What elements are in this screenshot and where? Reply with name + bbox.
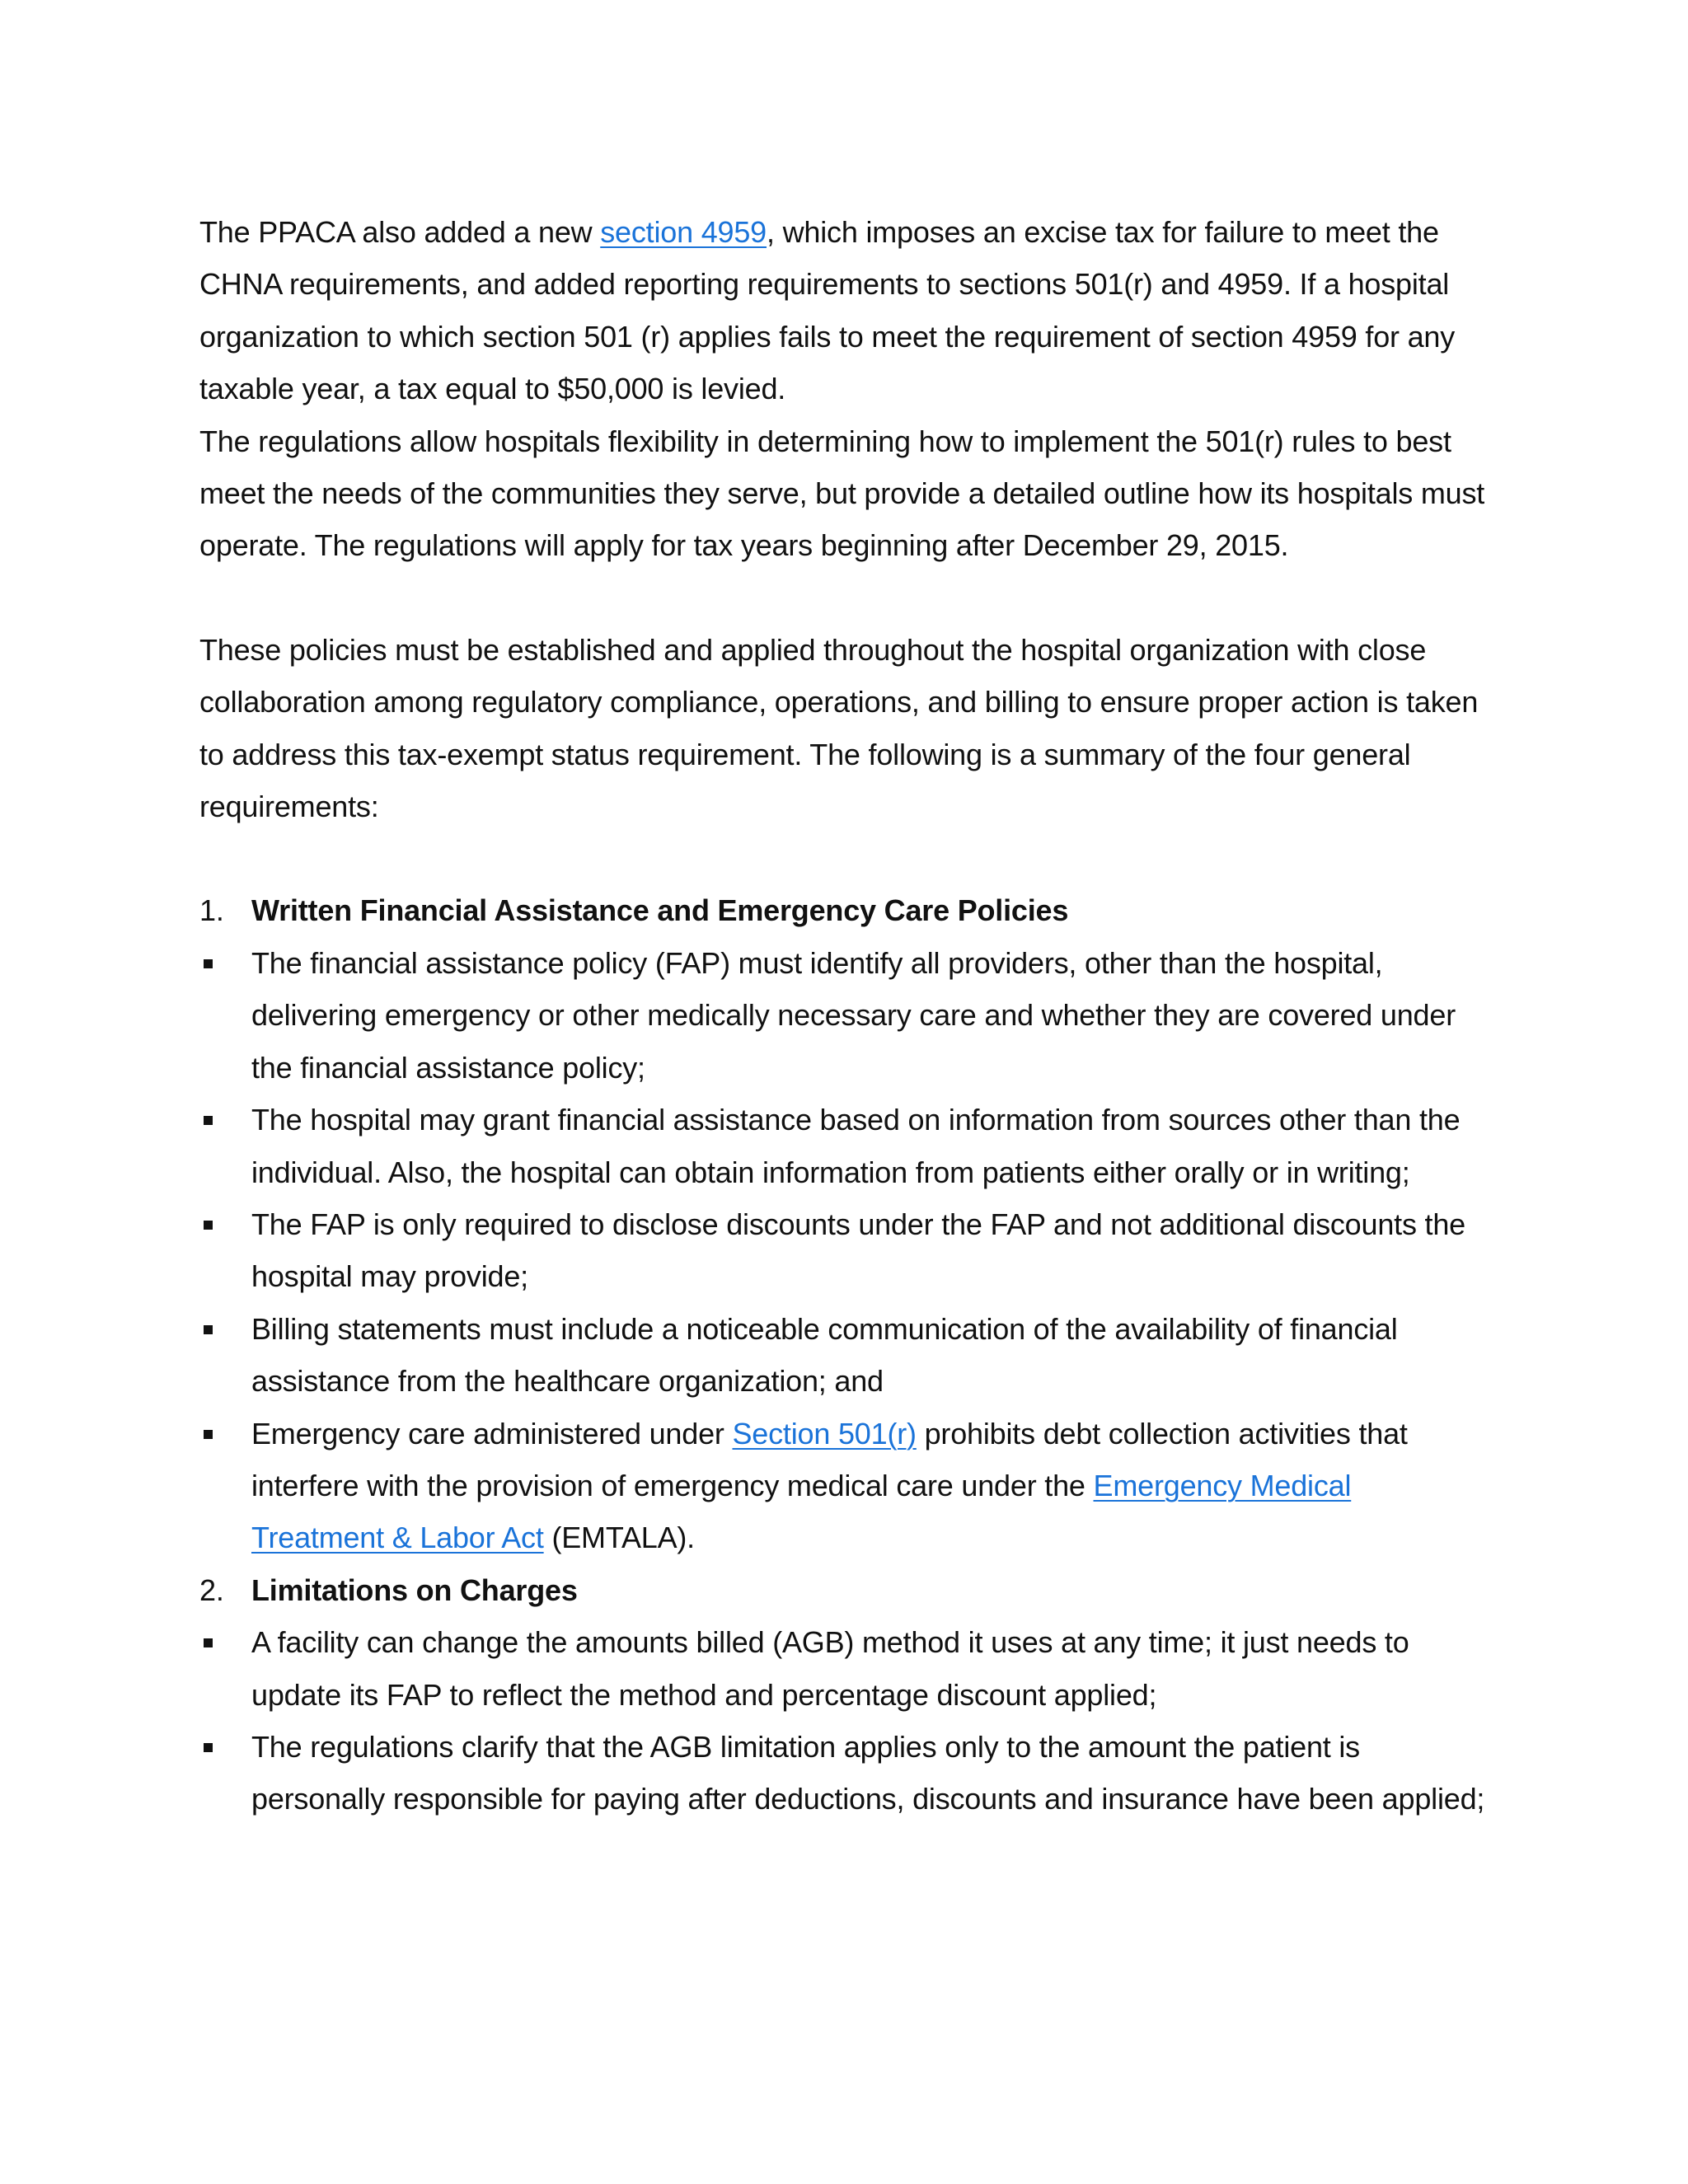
square-bullet-icon	[204, 959, 213, 968]
list-item-text: The hospital may grant financial assistance based on information from sources other than the individual. Also, the hospital can obtain information from patients either orally or in writing;	[251, 1103, 1461, 1189]
list-item-text-start: Emergency care administered under	[251, 1416, 733, 1451]
square-bullet-icon	[204, 1743, 213, 1752]
list-item-text-middle: prohibits debt collection activities that interfere with the provision of emergency medical care under the	[251, 1416, 1408, 1502]
square-bullet-icon	[204, 1638, 213, 1647]
paragraph-ppaca-text-end: , which imposes an excise tax for failure to meet the CHNA requirements, and added reporting requirements to sections 501(r) and 4959. If a hospital organization to which section 501 (r) applies fails to meet the requirement of section 4959 for any taxable year, a tax equal to $50,000 is levied.	[199, 215, 1456, 406]
section-2-number: 2.	[199, 1572, 224, 1607]
paragraph-spacer	[199, 572, 1485, 624]
list-item-text-end: (EMTALA).	[543, 1521, 695, 1555]
list-item-text: The regulations clarify that the AGB limitation applies only to the amount the patient is personally responsible for paying after deductions, discounts and insurance have been applied;	[251, 1729, 1485, 1816]
list-item	[199, 1094, 1485, 1198]
list-item-text: A facility can change the amounts billed (AGB) method it uses at any time; it just needs to update its FAP to reflect the method and percentage discount applied;	[251, 1625, 1409, 1712]
list-item-text: Billing statements must include a noticeable communication of the availability of financial assistance from the healthcare organization; and	[251, 1311, 1398, 1399]
list-item	[199, 1616, 1485, 1721]
paragraph-regulations: The regulations allow hospitals flexibility in determining how to implement the 501(r) rules to best meet the needs of the communities they serve, but provide a detailed outline how its hospitals must operate. The regulations will apply for tax years beginning after December 29, 2015.	[199, 424, 1485, 563]
list-item	[199, 1408, 1485, 1564]
list-item	[199, 1303, 1485, 1408]
paragraph-spacer	[199, 832, 1485, 884]
section-1-title: Written Financial Assistance and Emergency Care Policies	[251, 893, 1069, 928]
paragraph-policies: These policies must be established and applied throughout the hospital organization with close collaboration among regulatory compliance, operations, and billing to ensure proper action is taken to address this tax-exempt status requirement. The following is a summary of the four general requirements:	[199, 632, 1479, 824]
list-item	[199, 1198, 1485, 1303]
square-bullet-icon	[204, 1221, 213, 1230]
list-item	[199, 937, 1485, 1094]
list-item-text: The FAP is only required to disclose discounts under the FAP and not additional discounts the hospital may provide;	[251, 1207, 1465, 1294]
list-item	[199, 1721, 1485, 1825]
list-item-text	[251, 1417, 1408, 1555]
paragraph-ppaca-text-start: The PPACA also added a new	[199, 215, 601, 249]
square-bullet-icon	[204, 1325, 213, 1334]
emtala-link[interactable]: Emergency Medical Treatment & Labor Act	[251, 1468, 1352, 1555]
square-bullet-icon	[204, 1430, 213, 1439]
section-2-heading	[199, 1564, 1485, 1616]
paragraph-ppaca	[199, 206, 1485, 415]
list-item-text: The financial assistance policy (FAP) must identify all providers, other than the hospital, delivering emergency or other medically necessary care and whether they are covered under the financial assistance policy;	[251, 945, 1456, 1085]
section-1-number: 1.	[199, 893, 224, 928]
section-501r-link[interactable]: Section 501(r)	[732, 1416, 917, 1451]
section-4959-link[interactable]: section 4959	[600, 215, 767, 249]
section-2-title: Limitations on Charges	[251, 1572, 578, 1607]
document-page	[199, 206, 1485, 1825]
section-1-heading	[199, 884, 1485, 936]
square-bullet-icon	[204, 1116, 213, 1125]
